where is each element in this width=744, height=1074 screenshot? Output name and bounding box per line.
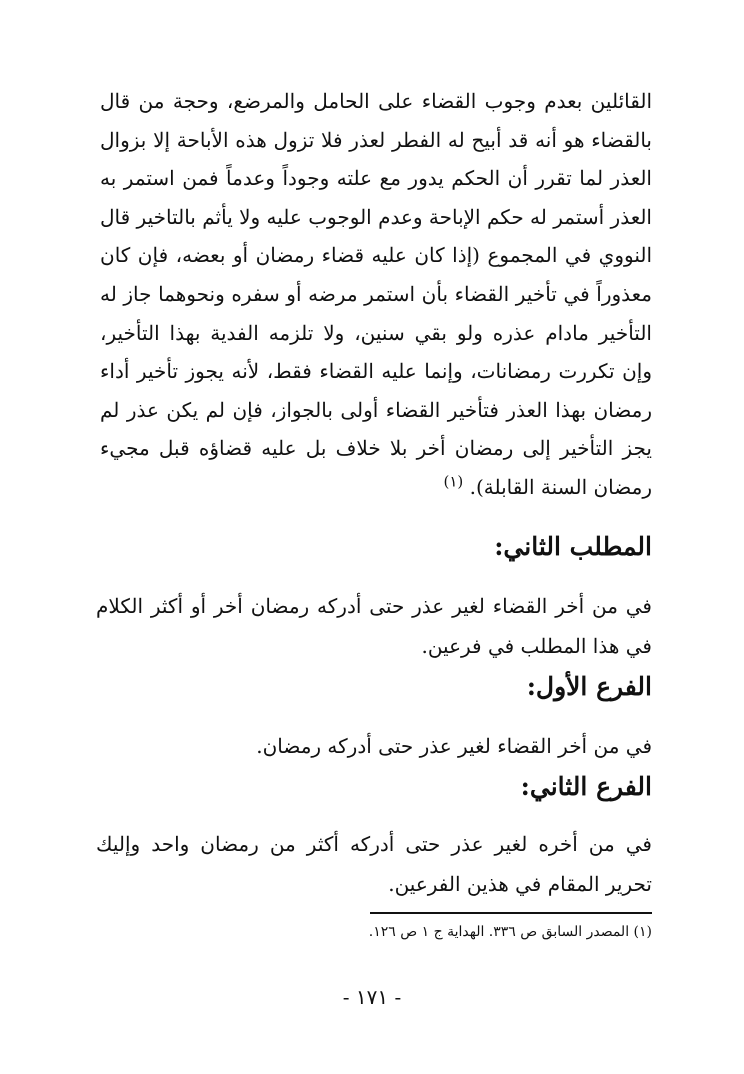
section-heading: المطلب الثاني: [494,532,652,561]
page-number: - ١٧١ - [342,985,402,1009]
branch-one-paragraph: في من أخر القضاء لغير عذر حتى أدركه رمضان. [256,734,652,758]
branch-one-heading: الفرع الأول: [526,672,652,701]
branch-two-paragraph: في من أخره لغير عذر حتى أدركه أكثر من رمضان واحد وإليك تحرير المقام في هذين الفرعين. [96,832,652,896]
footnote-divider [370,912,652,914]
main-paragraph [100,82,652,507]
main-paragraph-text: القائلين بعدم وجوب القضاء على الحامل والمرضع، وحجة من قال بالقضاء هو أنه قد أبيح له الفطر لعذر فلا تزول هذه الأباحة إلا بزوال العذر لما تقرر أن الحكم يدور مع علته وجوداً وعدماً فمن استمر به العذر أستمر له حكم الإباحة وعدم الوجوب عليه ولا يأثم بالتاخير قال النووي في المجموع (إذا كان عليه قضاء رمضان أو بعضه، فإن كان معذوراً في تأخير القضاء بأن استمر مرضه أو سفره ونحوهما جاز له التأخير مادام عذره ولو بقي سنين، ولا تلزمه الفدية بهذا التأخير، وإن تكررت رمضانات، وإنما عليه القضاء فقط، لأنه يجوز تأخير أداء رمضان بهذا العذر فتأخير القضاء أولى بالجواز، فإن لم يكن عذر لم يجز التأخير إلى رمضان أخر بلا خلاف بل عليه قضاؤه قبل مجيء رمضان السنة القابلة). [100,89,652,499]
section-paragraph: في من أخر القضاء لغير عذر حتى أدركه رمضان أخر أو أكثر الكلام في هذا المطلب في فرعين. [96,594,652,658]
footnote-reference: (١) [443,472,464,491]
branch-two-heading: الفرع الثاني: [520,772,652,801]
footnote: (١) المصدر السابق ص ٣٣٦. الهداية ج ١ ص ١٢٦. [368,924,652,940]
